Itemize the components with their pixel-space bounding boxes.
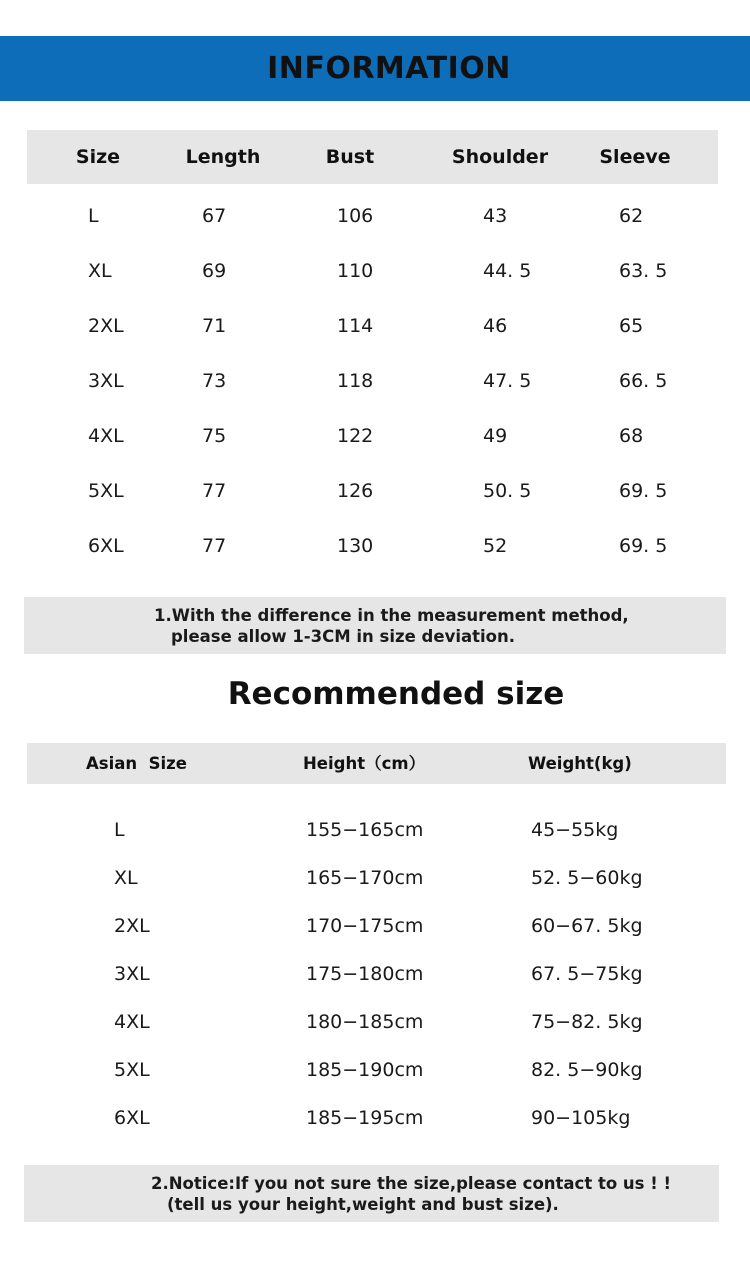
cell-shoulder: 44. 5 <box>483 260 532 282</box>
cell-length: 67 <box>202 205 227 227</box>
cell-sleeve: 68 <box>619 425 644 447</box>
cell-sleeve: 69. 5 <box>619 535 668 557</box>
table-row <box>0 863 750 893</box>
cell-asian-size: XL <box>114 867 138 889</box>
table-row <box>0 531 750 561</box>
table-row <box>0 201 750 231</box>
cell-weight: 52. 5−60kg <box>531 867 643 889</box>
cell-bust: 110 <box>337 260 374 282</box>
recommended-table-header <box>27 743 726 784</box>
cell-asian-size: 5XL <box>114 1059 150 1081</box>
cell-asian-size: 3XL <box>114 963 150 985</box>
table-row <box>0 311 750 341</box>
measurement-note <box>24 597 726 654</box>
cell-asian-size: 2XL <box>114 915 150 937</box>
cell-bust: 106 <box>337 205 374 227</box>
cell-shoulder: 49 <box>483 425 508 447</box>
cell-length: 71 <box>202 315 227 337</box>
header-weight: Weight(kg) <box>528 754 632 773</box>
cell-bust: 114 <box>337 315 374 337</box>
cell-length: 75 <box>202 425 227 447</box>
cell-sleeve: 63. 5 <box>619 260 668 282</box>
cell-shoulder: 46 <box>483 315 508 337</box>
recommended-title: Recommended size <box>227 676 565 712</box>
cell-height: 155−165cm <box>306 819 424 841</box>
header-shoulder: Shoulder <box>451 146 549 168</box>
cell-size: XL <box>88 260 112 282</box>
cell-asian-size: 6XL <box>114 1107 150 1129</box>
cell-length: 73 <box>202 370 227 392</box>
cell-height: 185−190cm <box>306 1059 424 1081</box>
table-row <box>0 1007 750 1037</box>
table-row <box>0 256 750 286</box>
cell-size: 2XL <box>88 315 124 337</box>
cell-bust: 130 <box>337 535 374 557</box>
table-row <box>0 476 750 506</box>
cell-height: 165−170cm <box>306 867 424 889</box>
cell-size: 6XL <box>88 535 124 557</box>
header-bust: Bust <box>325 146 375 168</box>
cell-weight: 82. 5−90kg <box>531 1059 643 1081</box>
cell-sleeve: 62 <box>619 205 644 227</box>
note-line-1: 2.Notice:If you not sure the size,please contact to us ! ! <box>151 1173 672 1193</box>
cell-shoulder: 43 <box>483 205 508 227</box>
cell-weight: 90−105kg <box>531 1107 631 1129</box>
header-height: Height（cm） <box>303 754 426 773</box>
cell-shoulder: 50. 5 <box>483 480 532 502</box>
header-length: Length <box>185 146 261 168</box>
cell-shoulder: 52 <box>483 535 508 557</box>
cell-size: 3XL <box>88 370 124 392</box>
table-row <box>0 421 750 451</box>
header-size: Size <box>75 146 121 168</box>
cell-length: 77 <box>202 535 227 557</box>
table-row <box>0 815 750 845</box>
cell-sleeve: 66. 5 <box>619 370 668 392</box>
cell-asian-size: L <box>114 819 125 841</box>
banner-title: INFORMATION <box>267 51 511 86</box>
table-row <box>0 366 750 396</box>
cell-bust: 118 <box>337 370 374 392</box>
info-banner <box>0 36 750 101</box>
note-line-1: 1.With the difference in the measurement method, <box>154 605 629 625</box>
contact-note <box>24 1165 719 1222</box>
cell-height: 180−185cm <box>306 1011 424 1033</box>
cell-weight: 45−55kg <box>531 819 619 841</box>
cell-weight: 75−82. 5kg <box>531 1011 643 1033</box>
table-row <box>0 1055 750 1085</box>
cell-size: 4XL <box>88 425 124 447</box>
cell-sleeve: 65 <box>619 315 644 337</box>
header-sleeve: Sleeve <box>599 146 671 168</box>
cell-length: 69 <box>202 260 227 282</box>
cell-size: L <box>88 205 99 227</box>
table-row <box>0 959 750 989</box>
cell-asian-size: 4XL <box>114 1011 150 1033</box>
cell-shoulder: 47. 5 <box>483 370 532 392</box>
header-asian-size: Asian Size <box>86 754 187 773</box>
table-row <box>0 1103 750 1133</box>
cell-sleeve: 69. 5 <box>619 480 668 502</box>
cell-height: 185−195cm <box>306 1107 424 1129</box>
cell-height: 170−175cm <box>306 915 424 937</box>
note-line-2: (tell us your height,weight and bust size). <box>167 1194 559 1214</box>
note-line-2: please allow 1-3CM in size deviation. <box>171 626 516 646</box>
cell-weight: 67. 5−75kg <box>531 963 643 985</box>
cell-weight: 60−67. 5kg <box>531 915 643 937</box>
cell-height: 175−180cm <box>306 963 424 985</box>
size-table-header <box>27 130 718 184</box>
cell-bust: 122 <box>337 425 374 447</box>
cell-length: 77 <box>202 480 227 502</box>
cell-bust: 126 <box>337 480 374 502</box>
cell-size: 5XL <box>88 480 124 502</box>
table-row <box>0 911 750 941</box>
